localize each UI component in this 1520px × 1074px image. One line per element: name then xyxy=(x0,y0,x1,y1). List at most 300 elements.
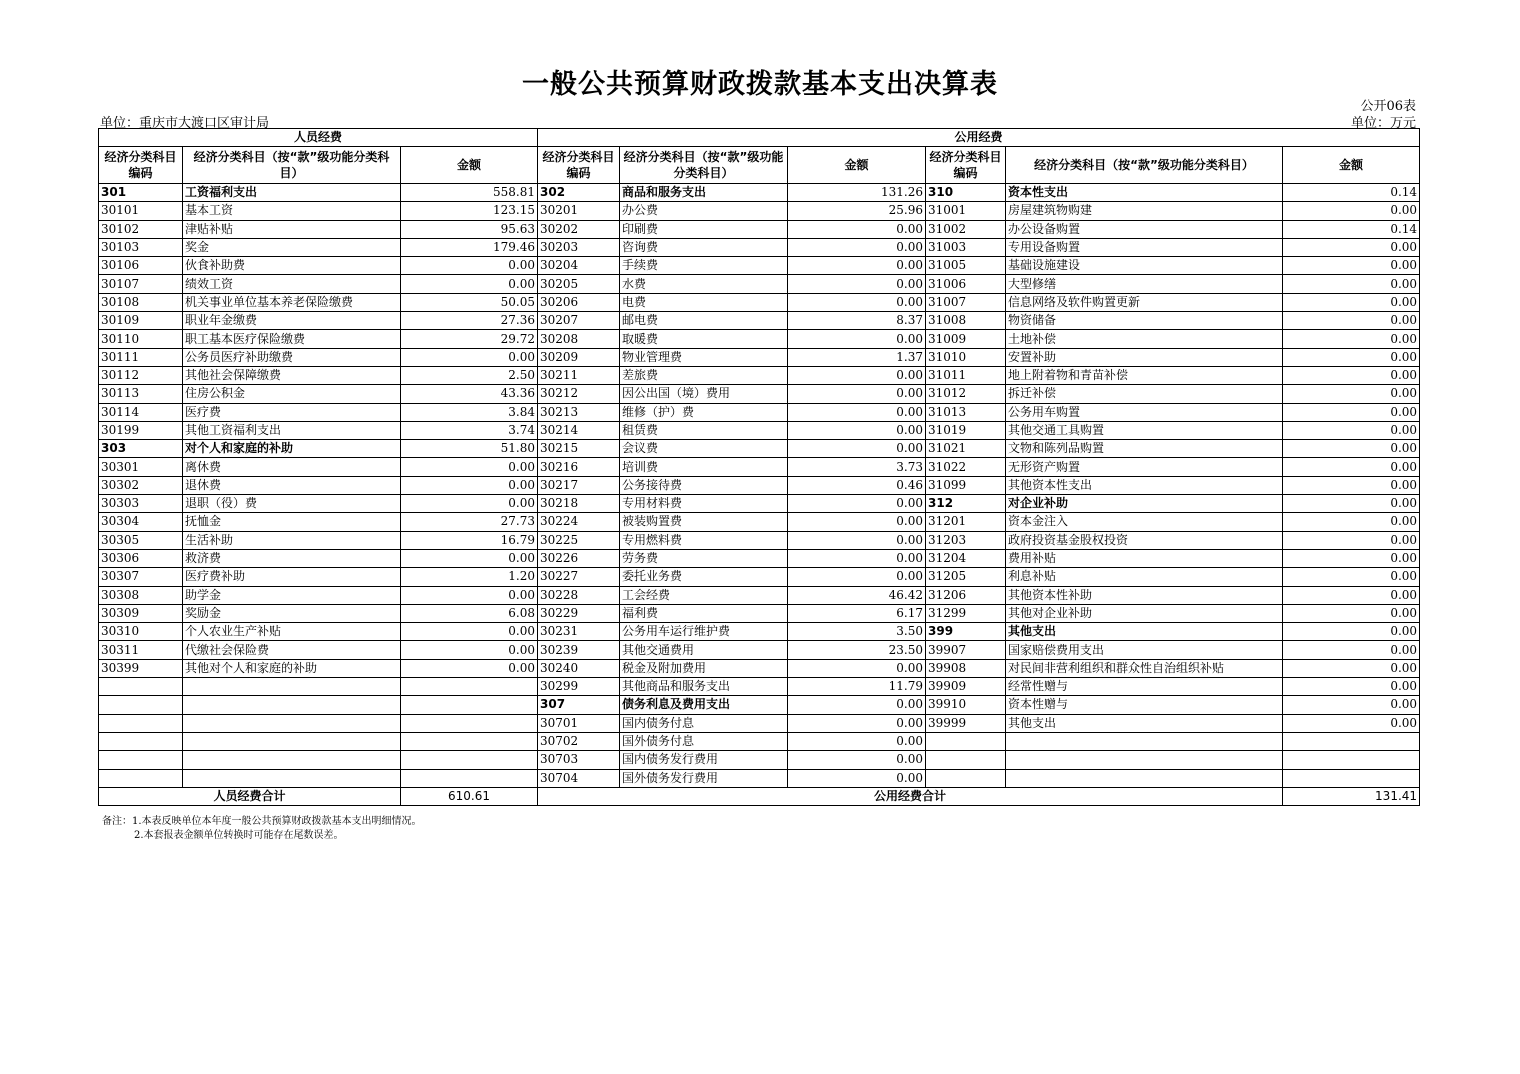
amount-cell: 0.00 xyxy=(401,348,538,366)
econ-code-cell: 310 xyxy=(926,184,1006,202)
amount-cell: 0.46 xyxy=(788,476,926,494)
amount-cell: 0.00 xyxy=(401,586,538,604)
amount-cell: 0.00 xyxy=(1283,403,1420,421)
amount-cell: 0.00 xyxy=(788,568,926,586)
econ-name-cell: 其他支出 xyxy=(1006,714,1283,732)
econ-name-cell xyxy=(1006,732,1283,750)
amount-cell: 0.00 xyxy=(1283,623,1420,641)
amount-cell: 0.00 xyxy=(788,330,926,348)
econ-name-cell: 代缴社会保险费 xyxy=(183,641,401,659)
table-row xyxy=(99,440,1420,458)
code-header: 经济分类科目编码 xyxy=(99,147,183,184)
econ-code-cell: 30112 xyxy=(99,366,183,384)
table-row xyxy=(99,678,1420,696)
econ-name-cell: 公务员医疗补助缴费 xyxy=(183,348,401,366)
econ-name-cell: 奖金 xyxy=(183,238,401,256)
econ-name-cell: 国内债务发行费用 xyxy=(620,751,788,769)
econ-code-cell: 30303 xyxy=(99,495,183,513)
name-header: 经济分类科目（按“款”级功能分类科目） xyxy=(183,147,401,184)
econ-code-cell: 30109 xyxy=(99,312,183,330)
table-row xyxy=(99,732,1420,750)
amount-cell: 0.00 xyxy=(1283,257,1420,275)
econ-code-cell: 30199 xyxy=(99,421,183,439)
econ-name-cell: 其他商品和服务支出 xyxy=(620,678,788,696)
econ-name-cell: 取暖费 xyxy=(620,330,788,348)
econ-code-cell xyxy=(926,732,1006,750)
name-header: 经济分类科目（按“款”级功能分类科目） xyxy=(620,147,788,184)
table-row xyxy=(99,549,1420,567)
econ-name-cell xyxy=(183,769,401,787)
amount-cell: 0.00 xyxy=(401,659,538,677)
econ-code-cell: 30204 xyxy=(538,257,620,275)
table-number: 公开06表 xyxy=(1360,99,1416,114)
table-row xyxy=(99,184,1420,202)
econ-code-cell: 30218 xyxy=(538,495,620,513)
econ-code-cell: 307 xyxy=(538,696,620,714)
econ-code-cell: 31006 xyxy=(926,275,1006,293)
econ-code-cell: 30225 xyxy=(538,531,620,549)
econ-code-cell: 30217 xyxy=(538,476,620,494)
econ-code-cell: 31003 xyxy=(926,238,1006,256)
amount-cell: 0.00 xyxy=(401,549,538,567)
econ-code-cell: 31203 xyxy=(926,531,1006,549)
econ-name-cell: 退休费 xyxy=(183,476,401,494)
econ-code-cell: 30226 xyxy=(538,549,620,567)
table-row xyxy=(99,623,1420,641)
amount-cell: 0.00 xyxy=(788,385,926,403)
econ-code-cell: 39910 xyxy=(926,696,1006,714)
econ-name-cell: 房屋建筑物购建 xyxy=(1006,202,1283,220)
econ-code-cell: 31011 xyxy=(926,366,1006,384)
table-row xyxy=(99,769,1420,787)
amount-cell: 11.79 xyxy=(788,678,926,696)
econ-code-cell: 30113 xyxy=(99,385,183,403)
econ-name-cell: 手续费 xyxy=(620,257,788,275)
amount-cell: 3.50 xyxy=(788,623,926,641)
econ-code-cell: 30307 xyxy=(99,568,183,586)
econ-code-cell: 31022 xyxy=(926,458,1006,476)
econ-name-cell: 其他对企业补助 xyxy=(1006,604,1283,622)
econ-name-cell: 文物和陈列品购置 xyxy=(1006,440,1283,458)
econ-name-cell: 生活补助 xyxy=(183,531,401,549)
amount-cell xyxy=(1283,732,1420,750)
econ-code-cell: 31205 xyxy=(926,568,1006,586)
amount-cell: 0.00 xyxy=(788,513,926,531)
amount-cell: 0.00 xyxy=(1283,312,1420,330)
econ-name-cell: 拆迁补偿 xyxy=(1006,385,1283,403)
amount-cell xyxy=(1283,769,1420,787)
econ-name-cell: 其他资本性补助 xyxy=(1006,586,1283,604)
table-row xyxy=(99,586,1420,604)
amount-cell: 3.84 xyxy=(401,403,538,421)
currency-unit: 单位：万元 xyxy=(1350,116,1416,131)
econ-name-cell: 国外债务付息 xyxy=(620,732,788,750)
econ-code-cell: 30703 xyxy=(538,751,620,769)
econ-name-cell: 大型修缮 xyxy=(1006,275,1283,293)
amount-cell: 29.72 xyxy=(401,330,538,348)
econ-code-cell: 30304 xyxy=(99,513,183,531)
econ-code-cell: 30229 xyxy=(538,604,620,622)
econ-code-cell: 30224 xyxy=(538,513,620,531)
econ-code-cell: 30302 xyxy=(99,476,183,494)
econ-code-cell: 39999 xyxy=(926,714,1006,732)
amount-cell: 0.00 xyxy=(1283,458,1420,476)
econ-name-cell: 其他社会保障缴费 xyxy=(183,366,401,384)
econ-code-cell: 30108 xyxy=(99,293,183,311)
econ-name-cell: 专用设备购置 xyxy=(1006,238,1283,256)
amount-cell: 0.00 xyxy=(401,623,538,641)
econ-name-cell: 国家赔偿费用支出 xyxy=(1006,641,1283,659)
econ-name-cell: 被装购置费 xyxy=(620,513,788,531)
econ-code-cell: 30203 xyxy=(538,238,620,256)
econ-code-cell: 39908 xyxy=(926,659,1006,677)
econ-name-cell: 抚恤金 xyxy=(183,513,401,531)
group-header-row xyxy=(99,129,1420,147)
econ-name-cell: 公务用车购置 xyxy=(1006,403,1283,421)
amount-cell xyxy=(401,678,538,696)
econ-name-cell: 维修（护）费 xyxy=(620,403,788,421)
public-total-amount: 131.41 xyxy=(1283,787,1420,805)
amount-cell: 0.00 xyxy=(788,257,926,275)
econ-code-cell: 31008 xyxy=(926,312,1006,330)
econ-code-cell: 31002 xyxy=(926,220,1006,238)
econ-code-cell: 30704 xyxy=(538,769,620,787)
amount-cell: 131.26 xyxy=(788,184,926,202)
econ-code-cell: 31204 xyxy=(926,549,1006,567)
econ-name-cell: 公务用车运行维护费 xyxy=(620,623,788,641)
table-row xyxy=(99,696,1420,714)
econ-code-cell: 30205 xyxy=(538,275,620,293)
amount-cell: 6.17 xyxy=(788,604,926,622)
econ-code-cell: 399 xyxy=(926,623,1006,641)
econ-code-cell: 301 xyxy=(99,184,183,202)
amount-cell: 0.00 xyxy=(401,495,538,513)
econ-code-cell: 30110 xyxy=(99,330,183,348)
econ-name-cell: 土地补偿 xyxy=(1006,330,1283,348)
econ-code-cell: 30209 xyxy=(538,348,620,366)
econ-name-cell: 个人农业生产补贴 xyxy=(183,623,401,641)
amount-cell: 558.81 xyxy=(401,184,538,202)
econ-code-cell: 31201 xyxy=(926,513,1006,531)
econ-name-cell: 职工基本医疗保险缴费 xyxy=(183,330,401,348)
econ-code-cell: 30240 xyxy=(538,659,620,677)
amount-cell: 2.50 xyxy=(401,366,538,384)
amount-cell: 0.00 xyxy=(1283,275,1420,293)
table-row xyxy=(99,293,1420,311)
econ-code-cell: 39907 xyxy=(926,641,1006,659)
econ-code-cell: 30227 xyxy=(538,568,620,586)
econ-name-cell: 基本工资 xyxy=(183,202,401,220)
econ-code-cell: 30215 xyxy=(538,440,620,458)
amount-cell: 0.00 xyxy=(788,696,926,714)
amount-cell: 0.00 xyxy=(1283,659,1420,677)
amount-header: 金额 xyxy=(401,147,538,184)
econ-name-cell: 经常性赠与 xyxy=(1006,678,1283,696)
econ-name-cell: 咨询费 xyxy=(620,238,788,256)
econ-code-cell: 30107 xyxy=(99,275,183,293)
econ-name-cell: 资本性支出 xyxy=(1006,184,1283,202)
econ-code-cell: 30207 xyxy=(538,312,620,330)
name-header: 经济分类科目（按“款”级功能分类科目） xyxy=(1006,147,1283,184)
amount-cell: 0.00 xyxy=(1283,421,1420,439)
amount-cell: 0.00 xyxy=(1283,202,1420,220)
amount-cell: 46.42 xyxy=(788,586,926,604)
amount-cell: 0.00 xyxy=(1283,531,1420,549)
econ-code-cell: 30306 xyxy=(99,549,183,567)
econ-code-cell: 30305 xyxy=(99,531,183,549)
amount-cell: 123.15 xyxy=(401,202,538,220)
econ-name-cell: 住房公积金 xyxy=(183,385,401,403)
footnote-2: 2.本套报表金额单位转换时可能存在尾数误差。 xyxy=(134,830,344,841)
amount-cell: 0.14 xyxy=(1283,184,1420,202)
econ-code-cell: 30228 xyxy=(538,586,620,604)
amount-cell xyxy=(401,732,538,750)
econ-code-cell: 30239 xyxy=(538,641,620,659)
amount-cell: 1.20 xyxy=(401,568,538,586)
amount-cell: 0.00 xyxy=(1283,604,1420,622)
econ-name-cell xyxy=(183,696,401,714)
econ-code-cell: 31206 xyxy=(926,586,1006,604)
column-header-row xyxy=(99,147,1420,184)
table-row xyxy=(99,751,1420,769)
econ-code-cell: 302 xyxy=(538,184,620,202)
econ-code-cell: 30701 xyxy=(538,714,620,732)
table-row xyxy=(99,275,1420,293)
econ-name-cell: 租赁费 xyxy=(620,421,788,439)
econ-code-cell: 30308 xyxy=(99,586,183,604)
amount-cell: 0.00 xyxy=(1283,293,1420,311)
amount-cell: 8.37 xyxy=(788,312,926,330)
amount-cell: 0.00 xyxy=(788,440,926,458)
econ-name-cell: 绩效工资 xyxy=(183,275,401,293)
amount-cell: 0.00 xyxy=(401,257,538,275)
econ-code-cell: 30102 xyxy=(99,220,183,238)
econ-name-cell: 退职（役）费 xyxy=(183,495,401,513)
econ-name-cell xyxy=(183,678,401,696)
econ-name-cell: 资本性赠与 xyxy=(1006,696,1283,714)
econ-code-cell: 31005 xyxy=(926,257,1006,275)
econ-name-cell: 伙食补助费 xyxy=(183,257,401,275)
table-row xyxy=(99,385,1420,403)
amount-cell: 0.00 xyxy=(1283,641,1420,659)
econ-code-cell: 303 xyxy=(99,440,183,458)
econ-name-cell: 其他支出 xyxy=(1006,623,1283,641)
table-row xyxy=(99,531,1420,549)
econ-name-cell: 奖励金 xyxy=(183,604,401,622)
amount-header: 金额 xyxy=(1283,147,1420,184)
code-header: 经济分类科目编码 xyxy=(926,147,1006,184)
personnel-header: 人员经费 xyxy=(99,129,538,147)
page-title: 一般公共预算财政拨款基本支出决算表 xyxy=(522,69,998,100)
table-row xyxy=(99,238,1420,256)
amount-cell: 3.74 xyxy=(401,421,538,439)
amount-cell: 0.14 xyxy=(1283,220,1420,238)
econ-code-cell xyxy=(926,751,1006,769)
econ-name-cell xyxy=(1006,769,1283,787)
amount-cell: 0.00 xyxy=(788,403,926,421)
econ-code-cell: 312 xyxy=(926,495,1006,513)
amount-cell xyxy=(401,714,538,732)
amount-cell: 25.96 xyxy=(788,202,926,220)
amount-cell: 0.00 xyxy=(1283,348,1420,366)
amount-cell: 0.00 xyxy=(401,476,538,494)
econ-name-cell: 办公设备购置 xyxy=(1006,220,1283,238)
econ-name-cell: 助学金 xyxy=(183,586,401,604)
econ-name-cell: 电费 xyxy=(620,293,788,311)
econ-name-cell: 邮电费 xyxy=(620,312,788,330)
amount-cell: 0.00 xyxy=(788,366,926,384)
econ-code-cell: 30309 xyxy=(99,604,183,622)
econ-code-cell: 31001 xyxy=(926,202,1006,220)
amount-cell: 3.73 xyxy=(788,458,926,476)
amount-cell: 0.00 xyxy=(788,238,926,256)
econ-name-cell xyxy=(183,751,401,769)
table-row xyxy=(99,604,1420,622)
econ-code-cell: 30214 xyxy=(538,421,620,439)
amount-cell: 43.36 xyxy=(401,385,538,403)
table-row xyxy=(99,403,1420,421)
table-row xyxy=(99,495,1420,513)
econ-name-cell xyxy=(183,732,401,750)
econ-name-cell: 差旅费 xyxy=(620,366,788,384)
amount-cell: 0.00 xyxy=(1283,513,1420,531)
econ-code-cell: 30299 xyxy=(538,678,620,696)
amount-cell: 51.80 xyxy=(401,440,538,458)
econ-code-cell: 31007 xyxy=(926,293,1006,311)
econ-name-cell: 离休费 xyxy=(183,458,401,476)
econ-name-cell: 对个人和家庭的补助 xyxy=(183,440,401,458)
econ-name-cell: 津贴补贴 xyxy=(183,220,401,238)
econ-code-cell: 30206 xyxy=(538,293,620,311)
econ-code-cell: 30212 xyxy=(538,385,620,403)
econ-name-cell: 医疗费补助 xyxy=(183,568,401,586)
amount-cell: 179.46 xyxy=(401,238,538,256)
econ-name-cell: 对企业补助 xyxy=(1006,495,1283,513)
econ-code-cell xyxy=(99,751,183,769)
table-row xyxy=(99,220,1420,238)
footnotes xyxy=(102,815,422,843)
public-total-label: 公用经费合计 xyxy=(538,787,1283,805)
econ-name-cell: 国外债务发行费用 xyxy=(620,769,788,787)
amount-cell: 0.00 xyxy=(788,659,926,677)
econ-code-cell: 31010 xyxy=(926,348,1006,366)
econ-code-cell: 30399 xyxy=(99,659,183,677)
amount-cell: 0.00 xyxy=(1283,238,1420,256)
econ-name-cell: 工会经费 xyxy=(620,586,788,604)
econ-name-cell xyxy=(1006,751,1283,769)
econ-name-cell: 地上附着物和青苗补偿 xyxy=(1006,366,1283,384)
amount-cell: 0.00 xyxy=(788,220,926,238)
table-row xyxy=(99,330,1420,348)
econ-name-cell: 福利费 xyxy=(620,604,788,622)
amount-cell: 6.08 xyxy=(401,604,538,622)
econ-code-cell: 30211 xyxy=(538,366,620,384)
econ-code-cell: 30231 xyxy=(538,623,620,641)
personnel-total-label: 人员经费合计 xyxy=(99,787,401,805)
econ-name-cell: 利息补贴 xyxy=(1006,568,1283,586)
econ-code-cell xyxy=(99,678,183,696)
amount-cell: 0.00 xyxy=(1283,696,1420,714)
econ-name-cell: 国内债务付息 xyxy=(620,714,788,732)
econ-code-cell xyxy=(99,732,183,750)
amount-cell: 0.00 xyxy=(401,641,538,659)
econ-name-cell: 其他交通工具购置 xyxy=(1006,421,1283,439)
table-row xyxy=(99,476,1420,494)
amount-cell: 0.00 xyxy=(1283,330,1420,348)
table-row xyxy=(99,257,1420,275)
amount-cell: 0.00 xyxy=(788,769,926,787)
amount-cell: 0.00 xyxy=(788,531,926,549)
econ-name-cell: 其他对个人和家庭的补助 xyxy=(183,659,401,677)
econ-name-cell: 基础设施建设 xyxy=(1006,257,1283,275)
econ-name-cell xyxy=(183,714,401,732)
table-row xyxy=(99,659,1420,677)
table-row xyxy=(99,421,1420,439)
amount-cell: 0.00 xyxy=(1283,366,1420,384)
footnote-1: 备注：1.本表反映单位本年度一般公共预算财政拨款基本支出明细情况。 xyxy=(102,816,422,827)
amount-cell: 0.00 xyxy=(1283,568,1420,586)
econ-code-cell: 30310 xyxy=(99,623,183,641)
amount-cell: 23.50 xyxy=(788,641,926,659)
amount-cell: 0.00 xyxy=(788,293,926,311)
econ-code-cell: 30702 xyxy=(538,732,620,750)
econ-code-cell: 30208 xyxy=(538,330,620,348)
econ-name-cell: 办公费 xyxy=(620,202,788,220)
econ-code-cell: 30114 xyxy=(99,403,183,421)
amount-cell: 50.05 xyxy=(401,293,538,311)
econ-code-cell: 30216 xyxy=(538,458,620,476)
econ-name-cell: 费用补贴 xyxy=(1006,549,1283,567)
amount-cell: 0.00 xyxy=(1283,586,1420,604)
econ-code-cell: 30311 xyxy=(99,641,183,659)
econ-code-cell: 30301 xyxy=(99,458,183,476)
table-row xyxy=(99,641,1420,659)
table-row xyxy=(99,202,1420,220)
amount-cell: 27.36 xyxy=(401,312,538,330)
table-row xyxy=(99,714,1420,732)
econ-name-cell: 安置补助 xyxy=(1006,348,1283,366)
amount-cell: 0.00 xyxy=(1283,385,1420,403)
table-row xyxy=(99,312,1420,330)
econ-name-cell: 会议费 xyxy=(620,440,788,458)
table-row xyxy=(99,513,1420,531)
econ-code-cell xyxy=(99,696,183,714)
amount-cell: 16.79 xyxy=(401,531,538,549)
amount-cell: 27.73 xyxy=(401,513,538,531)
econ-name-cell: 其他交通费用 xyxy=(620,641,788,659)
econ-name-cell: 机关事业单位基本养老保险缴费 xyxy=(183,293,401,311)
code-header: 经济分类科目编码 xyxy=(538,147,620,184)
amount-cell: 0.00 xyxy=(1283,678,1420,696)
econ-name-cell: 工资福利支出 xyxy=(183,184,401,202)
econ-code-cell: 30202 xyxy=(538,220,620,238)
amount-cell: 0.00 xyxy=(401,275,538,293)
amount-cell: 0.00 xyxy=(788,732,926,750)
amount-cell xyxy=(1283,751,1420,769)
econ-name-cell: 债务利息及费用支出 xyxy=(620,696,788,714)
amount-cell: 0.00 xyxy=(1283,440,1420,458)
econ-name-cell: 物资储备 xyxy=(1006,312,1283,330)
amount-cell: 0.00 xyxy=(1283,714,1420,732)
amount-cell: 0.00 xyxy=(788,714,926,732)
expenditure-table xyxy=(98,128,1420,806)
econ-name-cell: 公务接待费 xyxy=(620,476,788,494)
econ-code-cell: 31013 xyxy=(926,403,1006,421)
econ-code-cell xyxy=(926,769,1006,787)
amount-cell xyxy=(401,696,538,714)
econ-name-cell: 职业年金缴费 xyxy=(183,312,401,330)
amount-cell: 0.00 xyxy=(788,275,926,293)
